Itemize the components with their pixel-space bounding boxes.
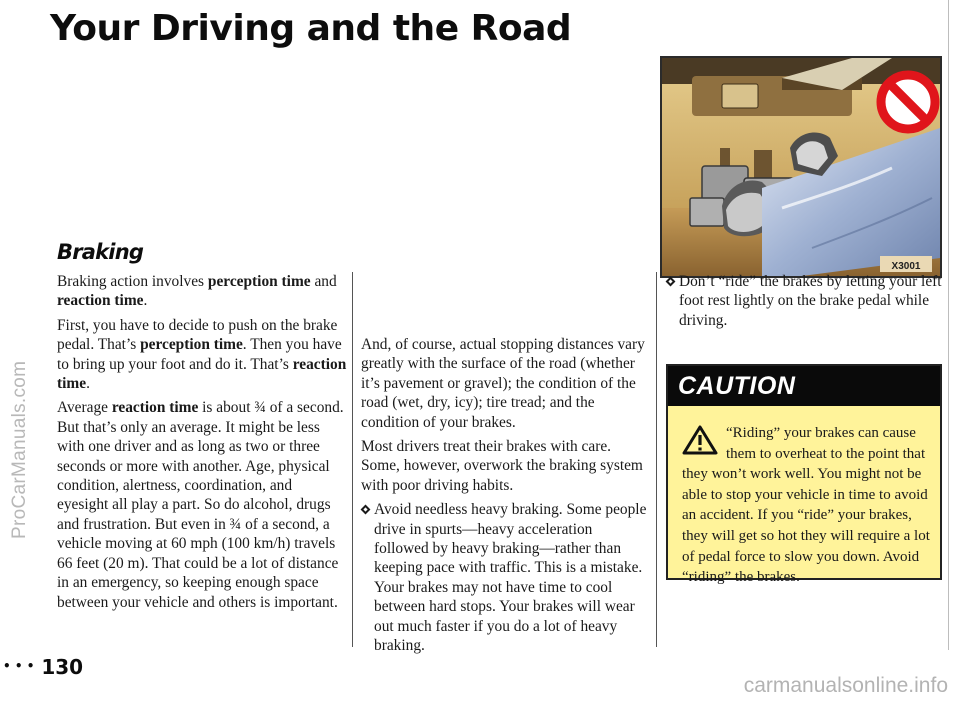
caution-title: CAUTION: [678, 372, 796, 400]
photo-code: X3001: [891, 261, 921, 272]
column-divider-2: [656, 272, 657, 647]
caution-text: “Riding” your brakes can cause them to overheat to the point that they won’t work well. You might not be able to stop your vehicle in time to avoid an accident. If you “ride” your brakes, they will get so hot they will require a lot of pedal force to slow you down. Avoid “riding” the brakes.: [682, 425, 930, 586]
warning-triangle-icon: [682, 425, 718, 455]
bullet-avoid-heavy-braking: Avoid needless heavy braking. Some people drive in spurts—heavy acceleration followed by heavy braking—rather than keeping pace with traffic. This is a mistake. Your brakes may not have time to cool between hard stops. Your brakes will wear out much faster if you do a lot of heavy braking.: [361, 500, 649, 655]
bullet-dont-ride-brakes: Don’t “ride” the brakes by letting your left foot rest lightly on the brake pedal while driving.: [666, 272, 946, 330]
page-footer: [3, 655, 83, 679]
paragraph-reaction-time: Average reaction time is about ¾ of a second. But that’s only an average. It might be less with one driver and as long as two or three seconds or more with another. Age, physical condition, alertness, coordination, and eyesight all play a part. So do alcohol, drugs and frustration. But even in ¾ of a second, a vehicle moving at 60 mph (100 km/h) travels 66 feet (20 m). That could be a lot of distance in an emergency, so keeping enough space between your vehicle and others is important.: [57, 399, 344, 611]
caution-header-bar: [668, 366, 940, 406]
page-number: 130: [41, 655, 84, 679]
watermark-procarmanuals: ProCarManuals.com: [9, 360, 30, 540]
page-title: Your Driving and the Road: [50, 8, 572, 49]
paragraph-braking-intro: Braking action involves perception time and reaction time.: [57, 273, 337, 310]
column-2: [361, 335, 649, 661]
photo-illustration: [662, 58, 940, 276]
diamond-bullet-icon: [361, 505, 371, 515]
section-heading-braking: Braking: [57, 240, 144, 264]
paragraph-braking-habits: Most drivers treat their brakes with care. Some, however, overwork the braking system with poor driving habits.: [361, 438, 643, 494]
caution-box: [666, 364, 942, 586]
photo-foot-on-brake: [660, 56, 942, 278]
column-1: [57, 272, 347, 617]
footer-dots: • • •: [3, 659, 35, 673]
paragraph-stopping-distances: And, of course, actual stopping distances vary greatly with the surface of the road (whether it’s pavement or gravel); the condition of the road (wet, dry, icy); tire tread; and the condition of your brakes.: [361, 336, 645, 431]
page-edge-line: [948, 0, 949, 650]
paragraph-perception-time: First, you have to decide to push on the brake pedal. That’s perception time. Then you have to bring up your foot and do it. That’s reaction time.: [57, 316, 347, 393]
diamond-bullet-icon: [666, 277, 676, 287]
watermark-carmanualsonline: carmanualsonline.info: [743, 674, 948, 697]
caution-text-block: [682, 423, 934, 588]
column-divider-1: [352, 272, 353, 647]
column-3: [666, 272, 946, 335]
